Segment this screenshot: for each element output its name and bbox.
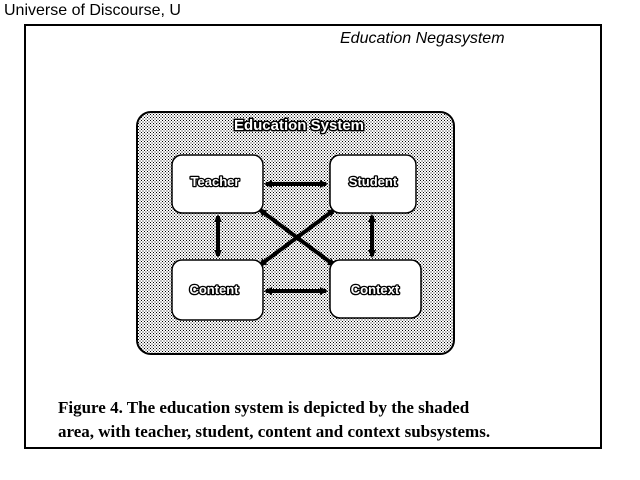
caption-line-2: area, with teacher, student, content and context subsystems. bbox=[58, 422, 491, 441]
figure-caption bbox=[58, 396, 578, 444]
caption-line-1: Figure 4. The education system is depicted by the shaded bbox=[58, 398, 470, 417]
student-label: Student bbox=[348, 174, 398, 189]
universe-title: Universe of Discourse, U bbox=[4, 2, 181, 19]
context-label: Context bbox=[350, 282, 400, 297]
content-label: Content bbox=[189, 282, 239, 297]
teacher-label: Teacher bbox=[190, 174, 240, 189]
negasystem-label: Education Negasystem bbox=[340, 30, 505, 47]
education-system-label: Education System bbox=[233, 117, 365, 134]
